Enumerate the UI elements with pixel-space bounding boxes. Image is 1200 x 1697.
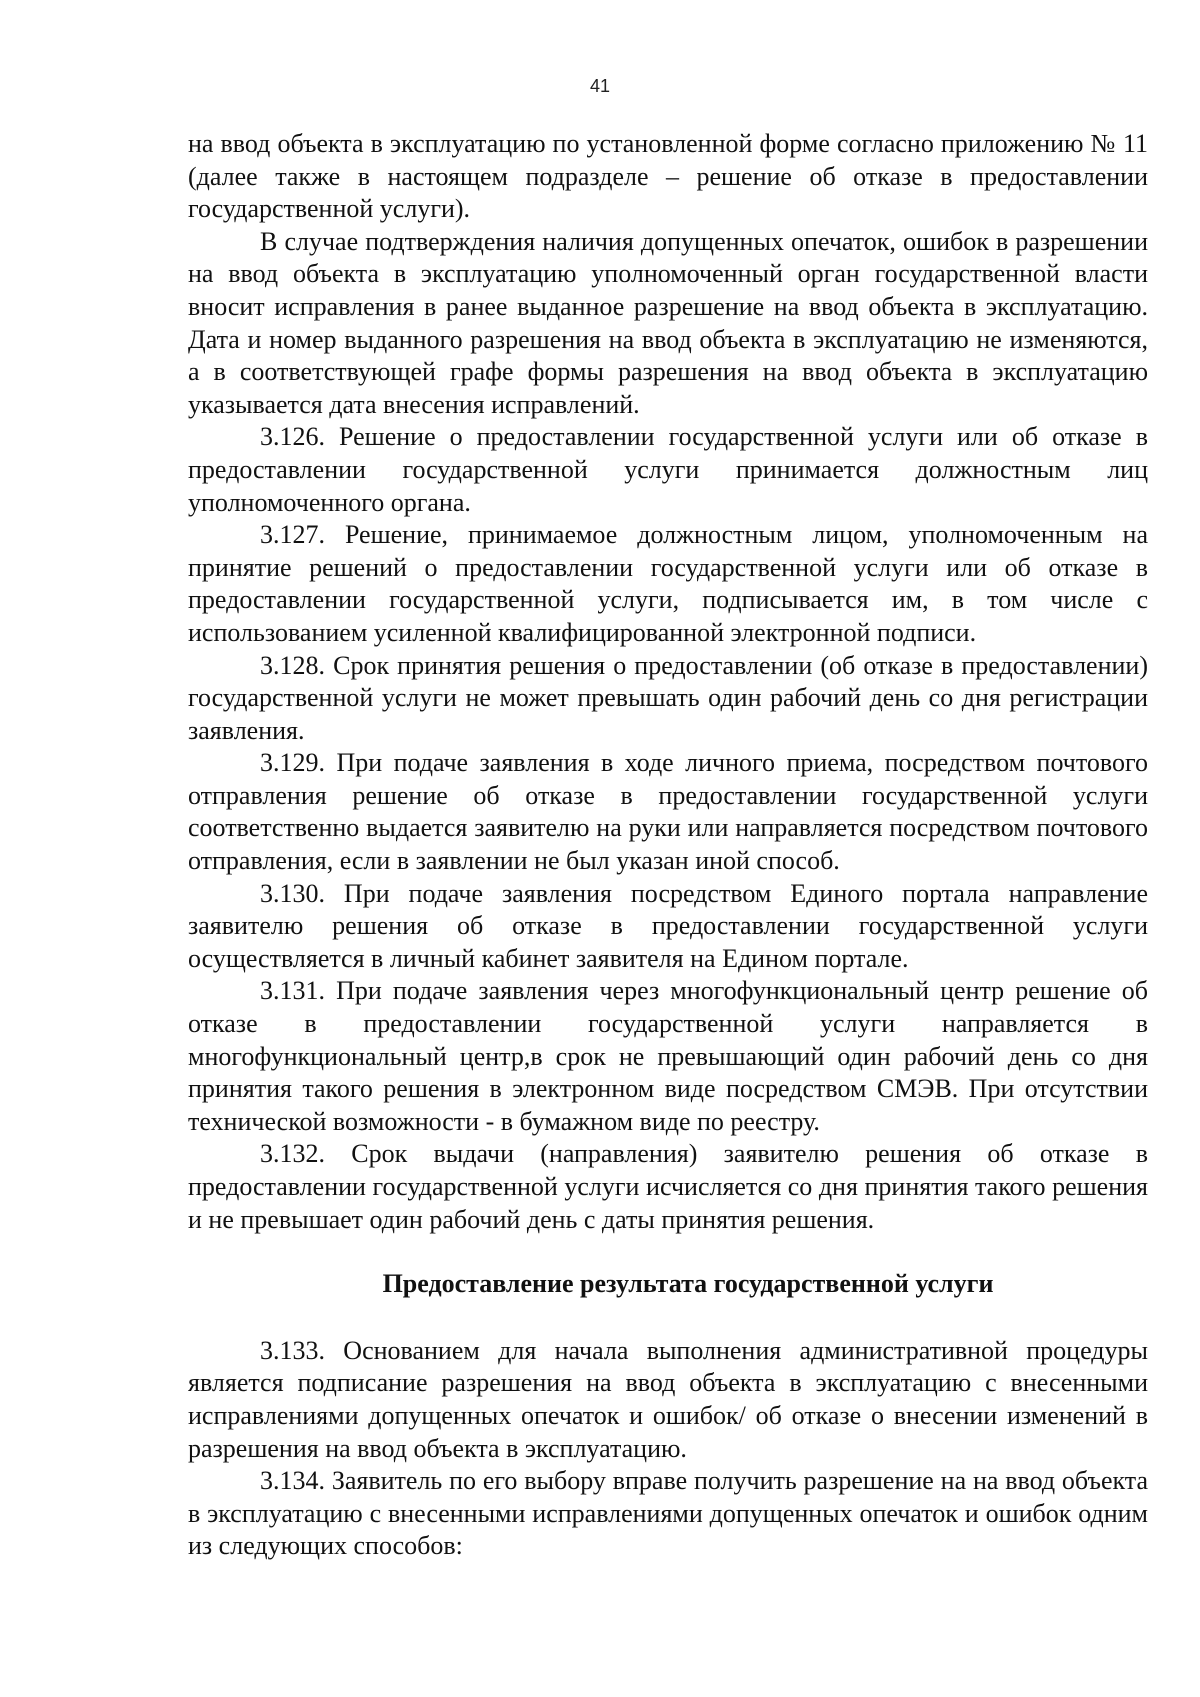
document-body: [188, 128, 1148, 1563]
paragraph-3-129: 3.129. При подаче заявления в ходе личного приема, посредством почтового отправления решение об отказе в предоставлении государственной услуги соответственно выдается заявителю на руки или направляется посредством почтового отправления, если в заявлении не был указан иной способ.: [188, 748, 1148, 876]
paragraph-3-133: 3.133. Основанием для начала выполнения административной процедуры является подписание разрешения на ввод объекта в эксплуатацию с внесенными исправлениями допущенных опечаток и ошибок/ об отказе о внесении изменений в разрешения на ввод объекта в эксплуатацию.: [188, 1335, 1148, 1463]
paragraph-3-134: 3.134. Заявитель по его выбору вправе получить разрешение на на ввод объекта в эксплуатацию с внесенными исправлениями допущенных опечаток и ошибок одним из следующих способов:: [188, 1466, 1148, 1561]
paragraph-3-128: 3.128. Срок принятия решения о предоставлении (об отказе в предоставлении) государственной услуги не может превышать один рабочий день со дня регистрации заявления.: [188, 650, 1148, 745]
paragraph-3-127: 3.127. Решение, принимаемое должностным лицом, уполномоченным на принятие решений о предоставлении государственной услуги или об отказе в предоставлении государственной услуги, подписывается им, в том числе с использованием усиленной квалифицированной электронной подписи.: [188, 520, 1148, 647]
paragraph-3-130: 3.130. При подаче заявления посредством Единого портала направление заявителю решения об отказе в предоставлении государственной услуги осуществляется в личный кабинет заявителя на Едином портале.: [188, 878, 1148, 973]
paragraph-continuation: на ввод объекта в эксплуатацию по установленной форме согласно приложению № 11 (далее также в настоящем подразделе – решение об отказе в предоставлении государственной услуги).: [188, 129, 1148, 224]
paragraph-3-132: 3.132. Срок выдачи (направления) заявителю решения об отказе в предоставлении государственной услуги исчисляется со дня принятия такого решения и не превышает один рабочий день с даты принятия решения.: [188, 1139, 1148, 1234]
section-heading: Предоставление результата государственной услуги: [382, 1269, 994, 1299]
paragraph-correction: В случае подтверждения наличия допущенных опечаток, ошибок в разрешении на ввод объекта в эксплуатацию уполномоченный орган государственной власти вносит исправления в ранее выданное разрешение на ввод объекта в эксплуатацию. Дата и номер выданного разрешения на ввод объекта в эксплуатацию не изменяются, а в соответствующей графе формы разрешения на ввод объекта в эксплуатацию указывается дата внесения исправлений.: [188, 226, 1148, 419]
page-number: 41: [589, 76, 611, 96]
paragraph-3-131: 3.131. При подаче заявления через многофункциональный центр решение об отказе в предоставлении государственной услуги направляется в многофункциональный центр,в срок не превышающий один рабочий день со дня принятия такого решения в электронном виде посредством СМЭВ. При отсутствии технической возможности - в бумажном виде по реестру.: [188, 976, 1148, 1136]
paragraph-3-126: 3.126. Решение о предоставлении государственной услуги или об отказе в предоставлении государственной услуги принимается должностным лиц уполномоченного органа.: [188, 422, 1148, 517]
